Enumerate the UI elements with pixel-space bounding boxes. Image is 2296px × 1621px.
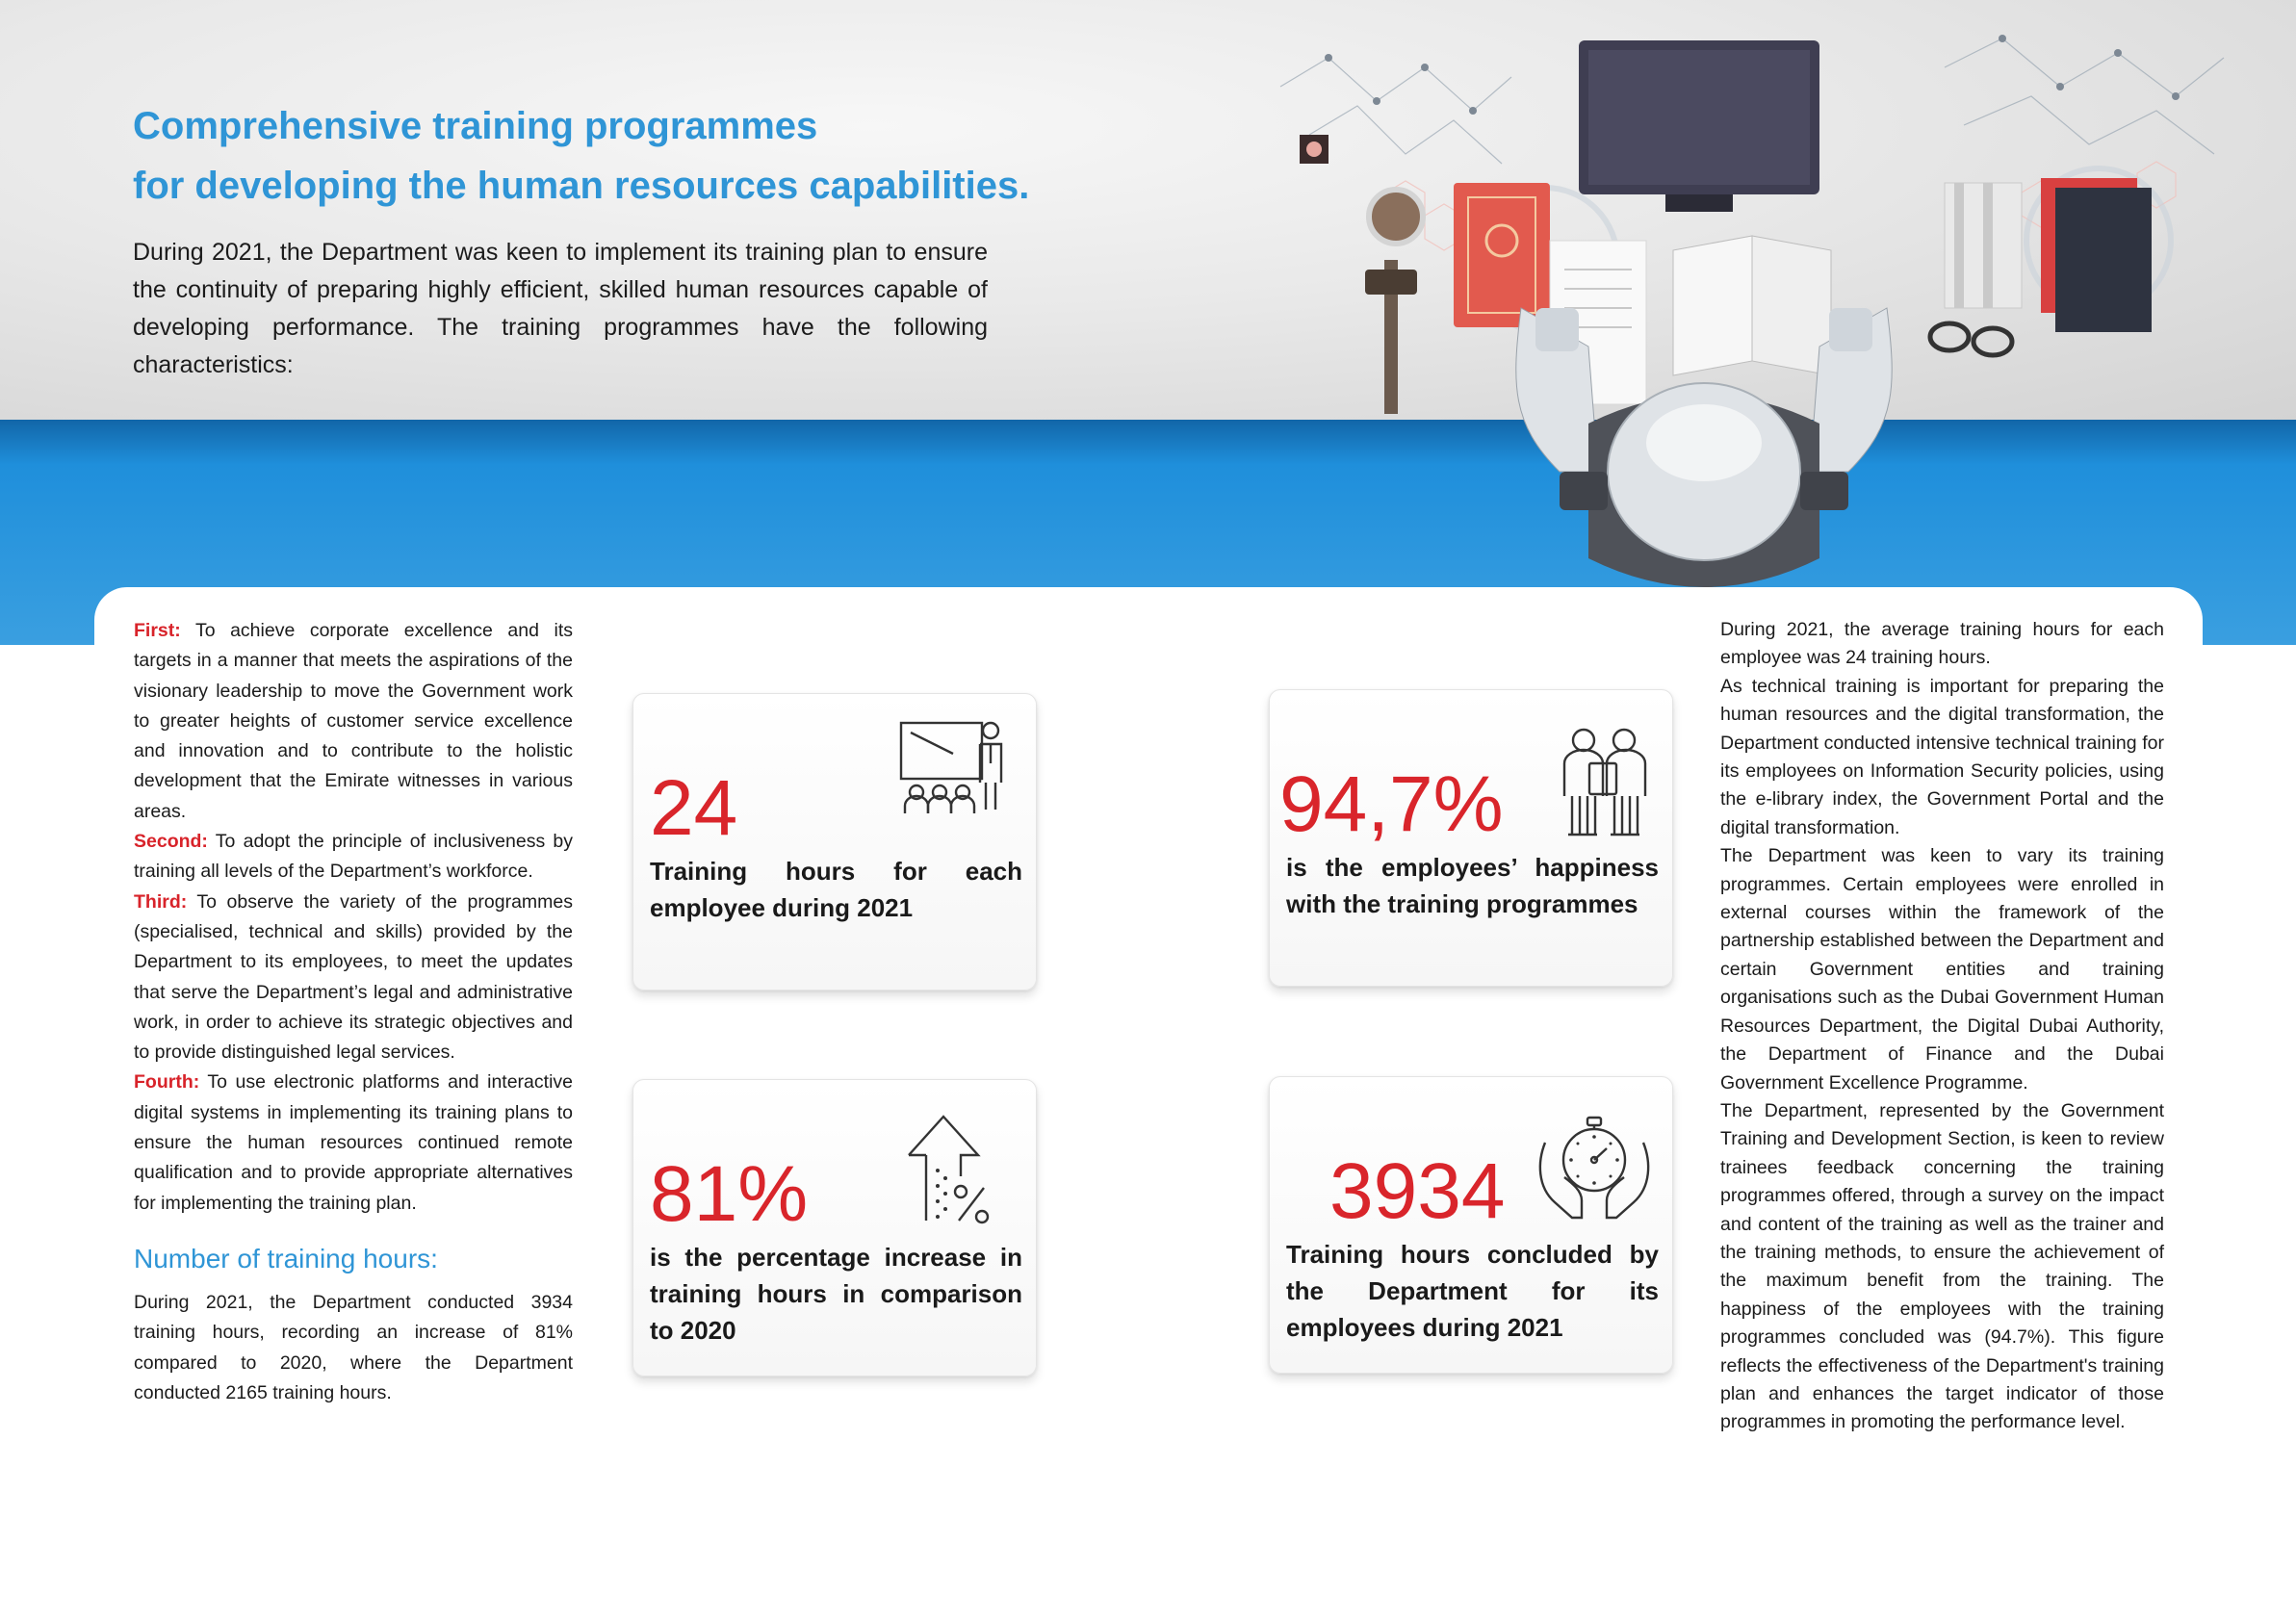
characteristic-text: To adopt the principle of inclusiveness by training all levels of the Department’s workforce. — [134, 831, 573, 883]
intro-paragraph: During 2021, the Department was keen to implement its training plan to ensure the continuity of preparing highly efficient, skilled human resources capable of developing performance. The training programmes have the following characteristics: — [133, 239, 988, 378]
characteristic-first — [134, 616, 573, 827]
hands-stopwatch-icon — [1530, 1114, 1659, 1229]
technical-training-paragraph: As technical training is important for preparing the human resources and the digital transformation, the Department conducted intensive technical training for its employees on Information Security policies, using the e-library index, the Government Portal and the digital transformation. — [1720, 675, 2164, 838]
stat-description: is the employees’ happiness with the training programmes — [1286, 853, 1659, 918]
characteristic-text: To observe the variety of the programmes (specialised, technical and skills) provided by the Department to its employees, to meet the updates that serve the Department’s legal and administrative work, in order to achieve its strategic objectives and to provide distinguished legal services. — [134, 890, 573, 1064]
characteristic-label: Fourth: — [134, 1071, 200, 1094]
robot-illustration — [1271, 19, 2291, 616]
stat-card-happiness — [1269, 689, 1673, 987]
external-courses-paragraph: The Department was keen to vary its training programmes. Certain employees were enrolled in external courses within the framework of the partnership established between the Department and certain Government entities and training organisations such as the Dubai Government Human Resources Department, the Digital Dubai Authority, the Department of Finance and the Dubai Government Excellence Programme. — [1720, 845, 2164, 1094]
characteristic-fourth — [134, 1068, 573, 1218]
right-text-column — [1720, 616, 2164, 1437]
stat-card-total-hours — [1269, 1076, 1673, 1374]
title-line-2: for developing the human resources capabilities. — [133, 165, 1030, 207]
characteristic-third — [134, 888, 573, 1068]
characteristic-text: To achieve corporate excellence and its targets in a manner that meets the aspirations of the visionary leadership to move the Government work to greater heights of customer service excellence and innovation and to contribute to the holistic development that the Emirate witnesses in various areas. — [134, 620, 573, 822]
training-hours-heading: Number of training hours: — [134, 1243, 438, 1274]
stat-description: is the percentage increase in training hours in comparison to 2020 — [650, 1243, 1022, 1345]
growth-arrow-percent-icon — [899, 1113, 995, 1228]
characteristic-label: First: — [134, 620, 181, 641]
title-line-1: Comprehensive training programmes — [133, 105, 818, 147]
presentation-teacher-icon — [897, 719, 1013, 815]
training-hours-paragraph: During 2021, the Department conducted 3934 training hours, recording an increase of 81% compared to 2020, where the Department conducted 2165 training hours. — [134, 1291, 573, 1403]
page-title — [133, 96, 1029, 216]
stat-card-increase — [632, 1079, 1037, 1377]
stat-card-hours-per-employee — [632, 693, 1037, 991]
stat-description: Training hours concluded by the Department for its employees during 2021 — [1286, 1240, 1659, 1342]
feedback-paragraph: The Department, represented by the Government Training and Development Section, is keen to review trainees feedback concerning the training programmes offered, through a survey on the impact and content of the training as well as the trainer and the training methods, to ensure the achievement of the maximum benefit from the training. The happiness of the employees with the training programmes concluded was (94.7%). This figure reflects the effectiveness of the Department's training plan and enhances the target indicator of those programmes in promoting the performance level. — [1720, 1099, 2164, 1433]
stat-value: 3934 — [1329, 1147, 1506, 1235]
characteristic-second — [134, 827, 573, 888]
stat-value: 81% — [650, 1150, 809, 1238]
characteristics-column — [134, 616, 573, 1408]
stat-value: 24 — [650, 764, 738, 852]
employees-group-icon — [1559, 725, 1651, 840]
characteristic-label: Third: — [134, 890, 188, 913]
characteristic-label: Second: — [134, 831, 208, 853]
stat-value: 94,7% — [1279, 760, 1504, 848]
stat-description: Training hours for each employee during 2021 — [650, 857, 1022, 922]
average-hours-paragraph: During 2021, the average training hours for each employee was 24 training hours. — [1720, 619, 2164, 669]
characteristic-text: To use electronic platforms and interactive digital systems in implementing its training plans to ensure the human resources continued remote qualification and to provide appropriate alternatives for implementing the training plan. — [134, 1071, 573, 1214]
